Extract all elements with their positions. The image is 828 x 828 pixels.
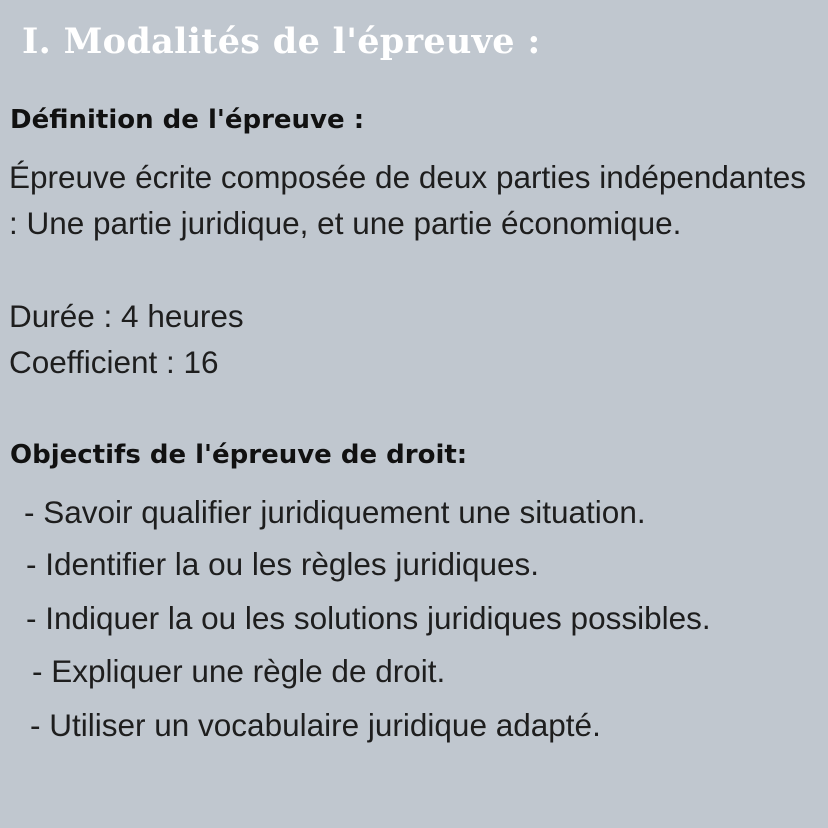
coefficient-text: Coefficient : 16 xyxy=(9,344,219,380)
objective-item: - Utiliser un vocabulaire juridique adapté. xyxy=(30,707,601,743)
objective-item: - Identifier la ou les règles juridiques. xyxy=(26,546,540,582)
objective-item: - Expliquer une règle de droit. xyxy=(32,653,446,689)
duration-text: Durée : 4 heures xyxy=(9,298,244,334)
definition-heading: Définition de l'épreuve : xyxy=(10,105,365,135)
definition-paragraph: Épreuve écrite composée de deux parties indépendantes : Une partie juridique, et une partie économique. xyxy=(9,159,806,241)
objective-item: - Savoir qualifier juridiquement une situation. xyxy=(24,494,646,530)
objectives-heading: Objectifs de l'épreuve de droit: xyxy=(10,440,468,470)
objective-item: - Indiquer la ou les solutions juridiques possibles. xyxy=(26,600,711,636)
page-title: I. Modalités de l'épreuve : xyxy=(22,21,541,62)
